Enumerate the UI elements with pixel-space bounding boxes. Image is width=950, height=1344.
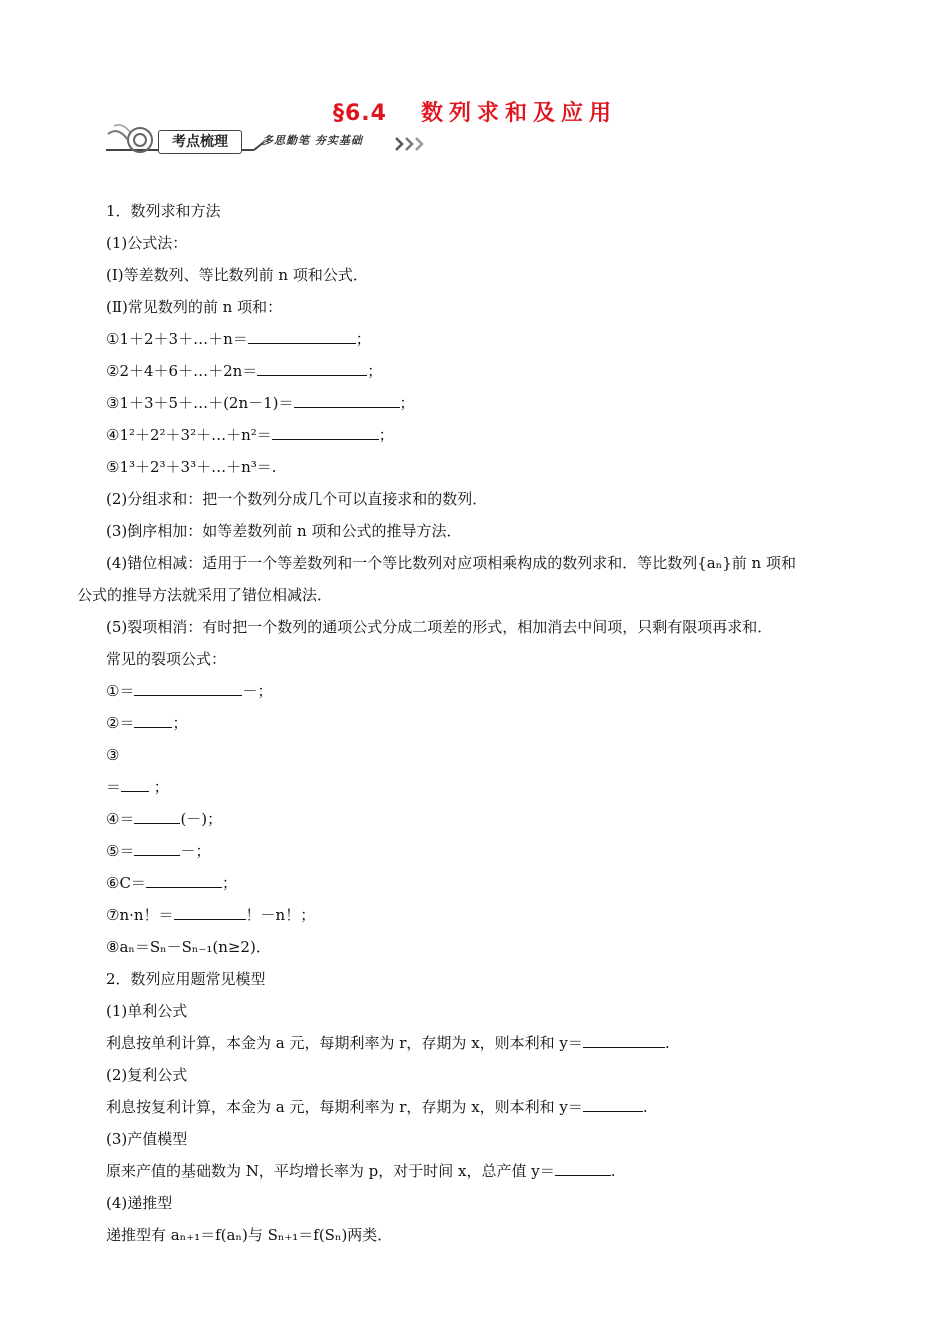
answer-blank bbox=[257, 360, 367, 376]
split-formula-3: ＝ ； bbox=[106, 778, 169, 796]
answer-blank bbox=[134, 712, 172, 728]
method-4-line-1: (4)错位相减：适用于一个等差数列和一个等比数列对应项相乘构成的数列求和．等比数列{aₙ}前 n 项和 bbox=[106, 554, 796, 572]
model-1-text: 利息按单利计算，本金为 a 元，每期利率为 r，存期为 x，则本利和 y＝ . bbox=[106, 1034, 670, 1052]
formula-1: ①1＋2＋3＋…＋n＝ ； bbox=[106, 330, 371, 348]
banner-motto: 多思勤笔 夯实基础 bbox=[262, 134, 363, 147]
split-formula-4: ④＝ (－)； bbox=[106, 810, 223, 828]
model-4-text: 递推型有 aₙ₊₁＝f(aₙ)与 Sₙ₊₁＝f(Sₙ)两类． bbox=[106, 1226, 393, 1244]
banner-label: 考点梳理 bbox=[158, 130, 242, 154]
model-3-text: 原来产值的基础数为 N，平均增长率为 p，对于时间 x，总产值 y＝ . bbox=[106, 1162, 616, 1180]
model-3-heading: (3)产值模型 bbox=[106, 1130, 188, 1148]
document-body bbox=[77, 195, 877, 1251]
split-formula-5: ⑤＝ －； bbox=[106, 842, 211, 860]
split-formula-8: ⑧aₙ＝Sₙ－Sₙ₋₁(n≥2)． bbox=[106, 938, 271, 956]
model-2-text: 利息按复利计算，本金为 a 元，每期利率为 r，存期为 x，则本利和 y＝ . bbox=[106, 1098, 648, 1116]
method-3: (3)倒序相加：如等差数列前 n 项和公式的推导方法． bbox=[106, 522, 462, 540]
section-1-heading: 1．数列求和方法 bbox=[106, 202, 221, 220]
model-1-heading: (1)单利公式 bbox=[106, 1002, 188, 1020]
method-1a: (Ⅰ)等差数列、等比数列前 n 项和公式． bbox=[106, 266, 368, 284]
method-5: (5)裂项相消：有时把一个数列的通项公式分成二项差的形式，相加消去中间项，只剩有限项再求和． bbox=[106, 618, 773, 636]
model-4-heading: (4)递推型 bbox=[106, 1194, 173, 1212]
method-1b: (Ⅱ)常见数列的前 n 项和： bbox=[106, 298, 283, 316]
answer-blank bbox=[134, 840, 180, 856]
answer-blank bbox=[134, 808, 180, 824]
split-formula-3-label: ③ bbox=[106, 746, 120, 764]
answer-blank bbox=[555, 1160, 611, 1176]
method-4-line-2: 公式的推导方法就采用了错位相减法． bbox=[77, 586, 333, 604]
formula-4: ④1²＋2²＋3²＋…＋n²＝ ； bbox=[106, 426, 394, 444]
split-formula-6: ⑥C＝ ； bbox=[106, 874, 237, 892]
split-formulas-heading: 常见的裂项公式： bbox=[106, 650, 227, 668]
section-2-heading: 2．数列应用题常见模型 bbox=[106, 970, 266, 988]
split-formula-7: ⑦n·n！＝ ！－n！； bbox=[106, 906, 316, 924]
split-formula-2: ②＝ ； bbox=[106, 714, 188, 732]
formula-3: ③1＋3＋5＋…＋(2n－1)＝ ； bbox=[106, 394, 415, 412]
answer-blank bbox=[272, 424, 379, 440]
method-2: (2)分组求和：把一个数列分成几个可以直接求和的数列． bbox=[106, 490, 488, 508]
section-number: §6.4 bbox=[333, 101, 387, 126]
section-name: 数列求和及应用 bbox=[420, 101, 617, 126]
answer-blank bbox=[583, 1096, 643, 1112]
answer-blank bbox=[174, 904, 246, 920]
answer-blank bbox=[121, 776, 149, 792]
section-banner bbox=[104, 120, 434, 160]
answer-blank bbox=[294, 392, 400, 408]
method-1-heading: (1)公式法： bbox=[106, 234, 188, 252]
split-formula-1: ①＝ －； bbox=[106, 682, 273, 700]
formula-2: ②2＋4＋6＋…＋2n＝ ； bbox=[106, 362, 383, 380]
answer-blank bbox=[146, 872, 222, 888]
answer-blank bbox=[134, 680, 242, 696]
model-2-heading: (2)复利公式 bbox=[106, 1066, 188, 1084]
formula-5: ⑤1³＋2³＋3³＋…＋n³＝. bbox=[106, 458, 277, 476]
answer-blank bbox=[583, 1032, 665, 1048]
answer-blank bbox=[248, 328, 356, 344]
